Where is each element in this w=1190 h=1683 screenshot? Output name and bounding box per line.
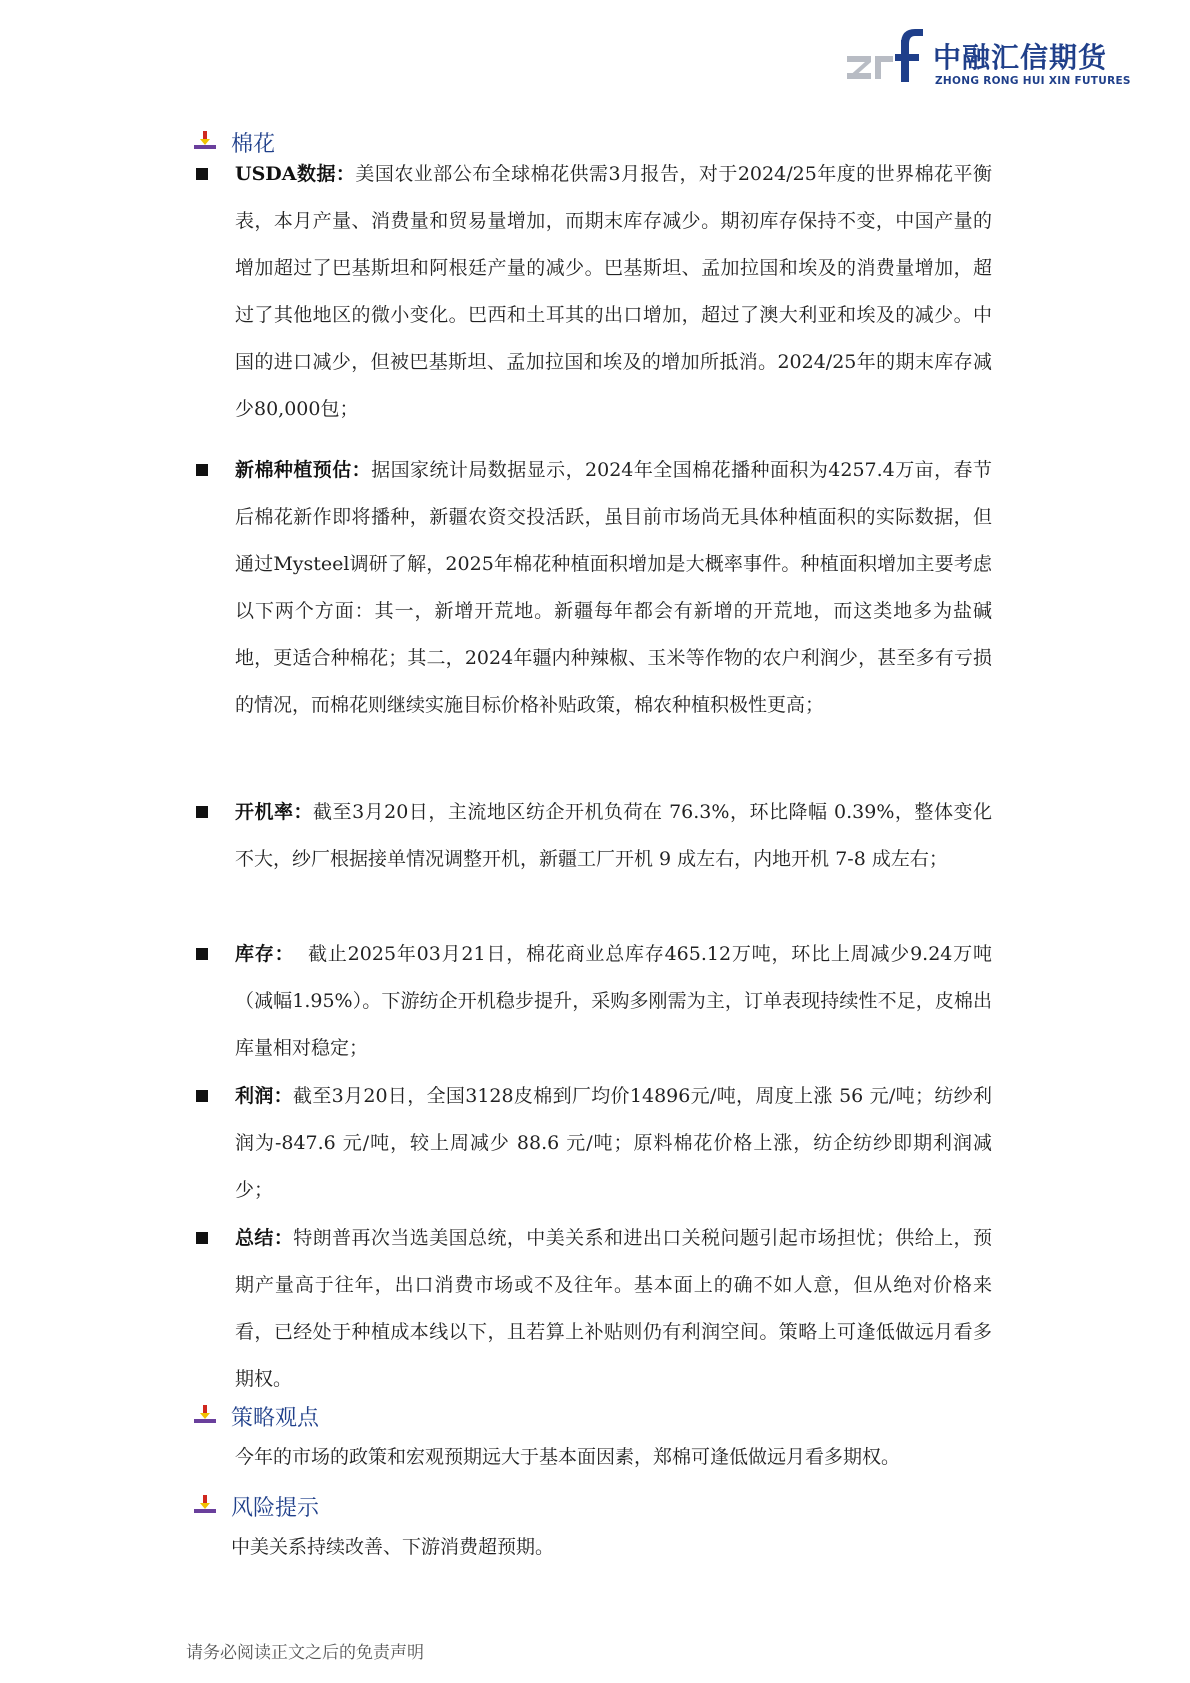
disclaimer-footer: 请务必阅读正文之后的免责声明: [186, 1643, 424, 1663]
bullet-label: 库存：: [235, 943, 295, 965]
square-bullet-icon: [196, 1090, 208, 1102]
section-title: 策略观点: [231, 1405, 320, 1431]
bullet-item-inventory: [193, 931, 993, 1072]
bullet-body: [235, 447, 992, 729]
zrf-logo-mark: [845, 26, 927, 88]
cross-arrow-icon: [193, 1404, 217, 1428]
logo-name-en: ZHONG RONG HUI XIN FUTURES: [935, 75, 1131, 87]
bullet-body: [235, 1215, 992, 1403]
square-bullet-icon: [196, 948, 208, 960]
square-bullet-icon: [196, 168, 208, 180]
bullet-item-profit: [193, 1073, 993, 1214]
bullet-label: 利润：: [235, 1085, 293, 1107]
bullet-text: 特朗普再次当选美国总统，中美关系和进出口关税问题引起市场担忧；供给上，预期产量高于往年，出口消费市场或不及往年。基本面上的确不如人意，但从绝对价格来看，已经处于种植成本线以下，且若算上补贴则仍有利润空间。策略上可逢低做远月看多期权。: [235, 1227, 992, 1390]
bullet-body: [235, 789, 992, 883]
bullet-text: 据国家统计局数据显示，2024年全国棉花播种面积为4257.4万亩，春节后棉花新作即将播种，新疆农资交投活跃，虽目前市场尚无具体种植面积的实际数据，但通过Mysteel调研了解，2025年棉花种植面积增加是大概率事件。种植面积增加主要考虑以下两个方面：其一，新增开荒地。新疆每年都会有新增的开荒地，而这类地多为盐碱地，更适合种棉花；其二，2024年疆内种辣椒、玉米等作物的农户利润少，甚至多有亏损的情况，而棉花则继续实施目标价格补贴政策，棉农种植积极性更高；: [235, 459, 992, 716]
bullet-body: [235, 931, 992, 1072]
bullet-label: USDA数据：: [235, 163, 356, 185]
bullet-item-usda: [193, 151, 993, 433]
square-bullet-icon: [196, 1232, 208, 1244]
logo-name-cn: 中融汇信期货: [933, 41, 1108, 74]
bullet-item-operating-rate: [193, 789, 993, 883]
section-heading-strategy: [193, 1400, 319, 1432]
risk-paragraph: 中美关系持续改善、下游消费超预期。: [231, 1536, 555, 1558]
bullet-item-planting: [193, 447, 993, 729]
strategy-paragraph: 今年的市场的政策和宏观预期远大于基本面因素，郑棉可逢低做远月看多期权。: [235, 1446, 901, 1468]
bullet-label: 总结：: [235, 1227, 294, 1249]
bullet-label: 开机率：: [235, 801, 314, 823]
section-title: 风险提示: [231, 1495, 320, 1521]
company-logo: [845, 26, 1131, 96]
bullet-text: 截止2025年03月21日，棉花商业总库存465.12万吨，环比上周减少9.24万吨（减幅1.95%）。下游纺企开机稳步提升，采购多刚需为主，订单表现持续性不足，皮棉出库量相对稳定；: [235, 943, 992, 1059]
bullet-text: 截至3月20日，全国3128皮棉到厂均价14896元/吨，周度上涨 56 元/吨；纺纱利润为-847.6 元/吨，较上周减少 88.6 元/吨；原料棉花价格上涨，纺企纺纱即期利润减少；: [235, 1085, 992, 1201]
bullet-body: [235, 1073, 992, 1214]
bullet-body: [235, 151, 992, 433]
cross-arrow-icon: [193, 1494, 217, 1518]
section-heading-risk: [193, 1490, 319, 1522]
bullet-item-summary: [193, 1215, 993, 1403]
square-bullet-icon: [196, 464, 208, 476]
bullet-label: 新棉种植预估：: [235, 459, 372, 481]
section-title: 棉花: [231, 131, 276, 157]
bullet-text: 截至3月20日，主流地区纺企开机负荷在 76.3%，环比降幅 0.39%，整体变化不大，纱厂根据接单情况调整开机，新疆工厂开机 9 成左右，内地开机 7-8 成左右；: [235, 801, 992, 870]
bullet-text: 美国农业部公布全球棉花供需3月报告，对于2024/25年度的世界棉花平衡表，本月产量、消费量和贸易量增加，而期末库存减少。期初库存保持不变，中国产量的增加超过了巴基斯坦和阿根廷产量的减少。巴基斯坦、孟加拉国和埃及的消费量增加，超过了其他地区的微小变化。巴西和土耳其的出口增加，超过了澳大利亚和埃及的减少。中国的进口减少，但被巴基斯坦、孟加拉国和埃及的增加所抵消。2024/25年的期末库存减少80,000包；: [235, 163, 992, 420]
square-bullet-icon: [196, 806, 208, 818]
